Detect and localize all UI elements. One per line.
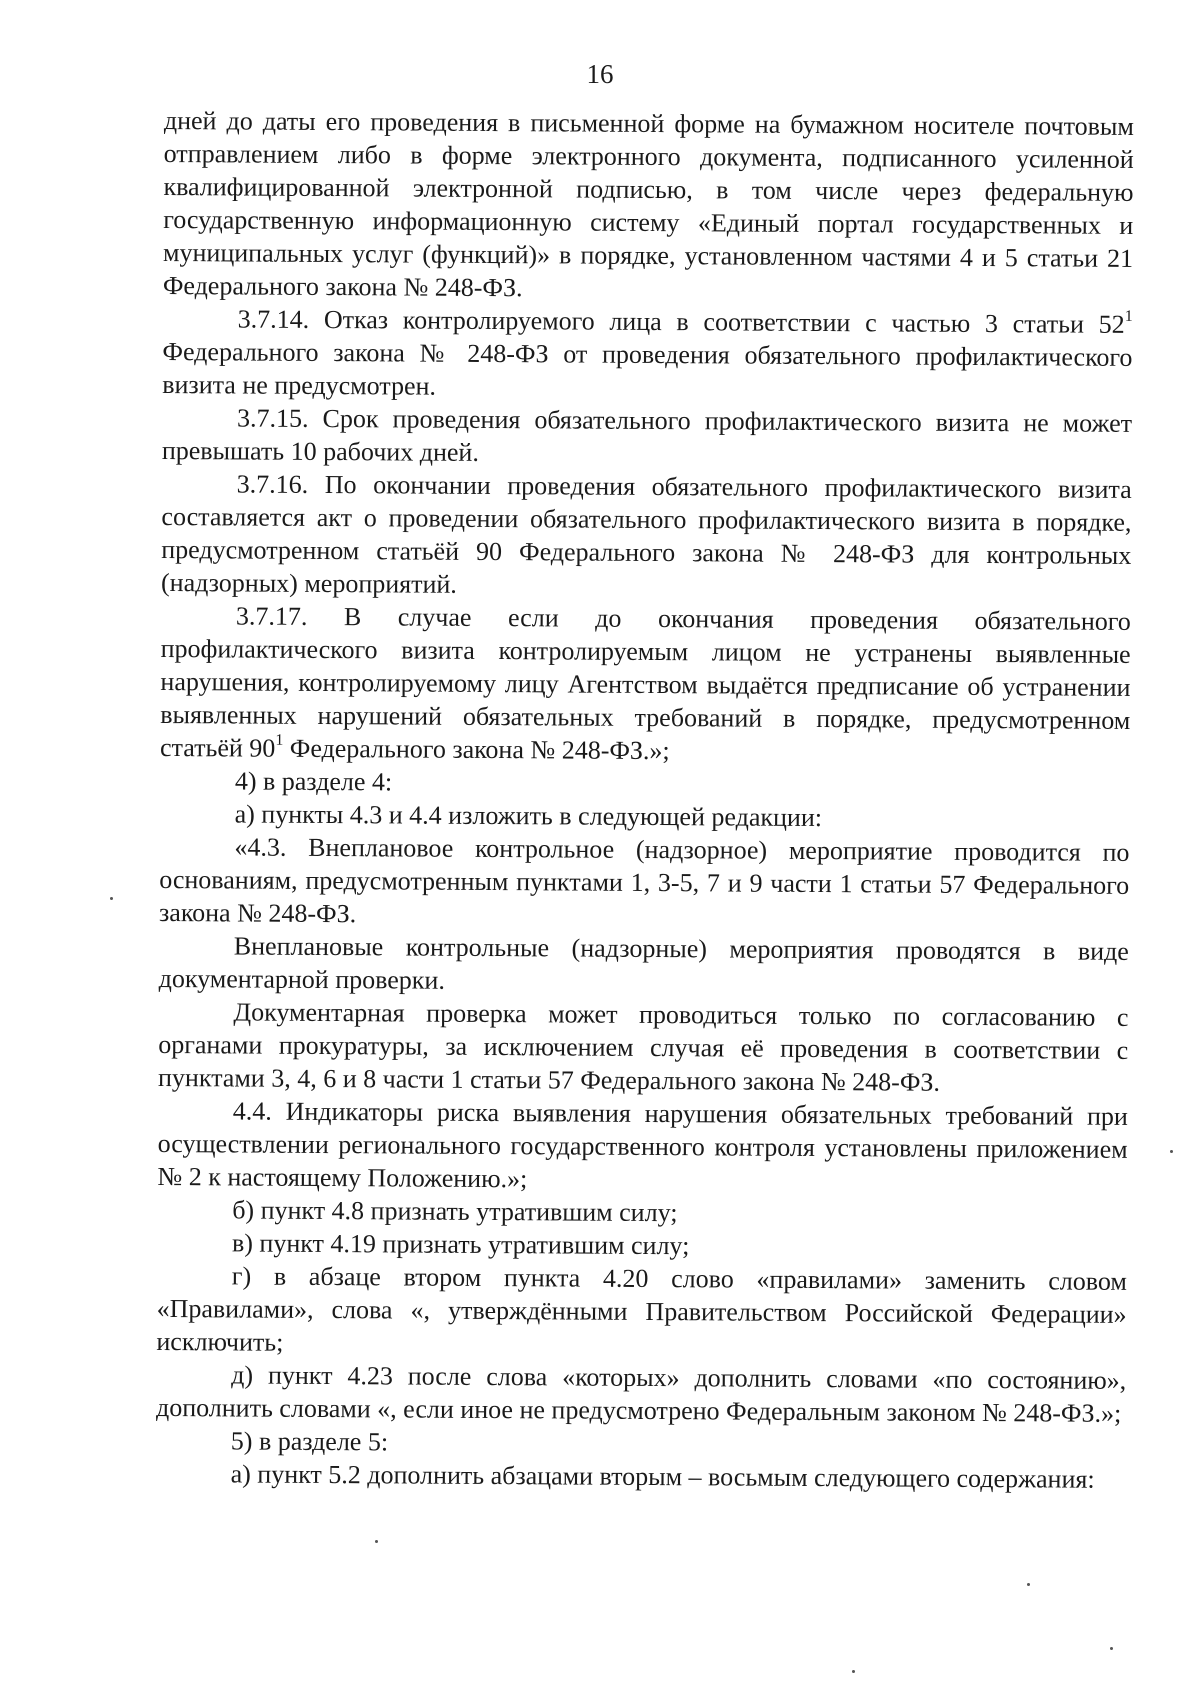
paragraph-text: 3.7.17. В случае если до окончания проведения обязательного профилактического визита контролируемым лицом не устранены выявленные нарушения, контролируемому лицу Агентством выдаётся предписание об устранении выявленных нарушений обязательных требований в порядке, предусмотренном статьёй 90 xyxy=(159,601,1131,763)
document-body xyxy=(156,104,1134,1496)
paragraph-item-g: г) в абзаце втором пункта 4.20 слово «правилами» заменить словом «Правилами», слова «, утверждёнными Правительством Российской Федерации» исключить; xyxy=(156,1261,1127,1357)
paragraph-text: 3.7.14. Отказ контролируемого лица в соответствии с частью 3 статьи 52 xyxy=(237,304,1125,339)
page-number: 16 xyxy=(586,59,614,89)
scan-speck xyxy=(852,1670,855,1673)
paragraph-text: Федерального закона № 248-ФЗ от проведения обязательного профилактического визита не предусмотрен. xyxy=(162,336,1133,401)
paragraph-item-v: в) пункт 4.19 признать утратившим силу; xyxy=(231,1228,690,1261)
scan-speck xyxy=(1027,1583,1030,1586)
superscript: 1 xyxy=(275,732,284,750)
paragraph-item-d: д) пункт 4.23 после слова «которых» дополнить словами «по состоянию», дополнить словами «, если иное не предусмотрено Федеральным законом № 248-ФЗ.»; xyxy=(155,1360,1127,1428)
paragraph-text: Федерального закона № 248-ФЗ.»; xyxy=(283,733,670,766)
paragraph-continuation: дней до даты его проведения в письменной форме на бумажном носителе почтовым отправлением либо в форме электронного документа, подписанного усиленной квалифицированной электронной подписью, в том числе через федеральную государственную информационную систему «Единый портал государственных и муниципальных услуг (функций)» в порядке, установленном частями 4 и 5 статьи 21 Федерального закона № 248-ФЗ. xyxy=(162,105,1134,303)
paragraph-item-4: 4) в разделе 4: xyxy=(234,766,393,797)
superscript: 1 xyxy=(1124,308,1133,326)
scan-speck xyxy=(1170,1150,1173,1153)
paragraph-documentary-check: Документарная проверка может проводиться только по согласованию с органами прокуратуры, за исключением случая её проведения в соответствии с пунктами 3, 4, 6 и 8 части 1 статьи 57 Федерального закона № 248-ФЗ. xyxy=(157,997,1129,1097)
paragraph-3-7-17 xyxy=(160,599,1131,770)
paragraph-item-b: б) пункт 4.8 признать утратившим силу; xyxy=(232,1195,678,1228)
scan-speck xyxy=(110,897,113,900)
paragraph-item-5a: а) пункт 5.2 дополнить абзацами вторым – восьмым следующего содержания: xyxy=(230,1459,1095,1494)
paragraph-item-4a: а) пункты 4.3 и 4.4 изложить в следующей редакции: xyxy=(234,799,823,833)
paragraph-unscheduled: Внеплановые контрольные (надзорные) мероприятия проводятся в виде документарной проверки. xyxy=(158,931,1129,995)
paragraph-3-7-14 xyxy=(162,302,1133,407)
paragraph-item-5: 5) в разделе 5: xyxy=(230,1426,389,1457)
paragraph-4-3: «4.3. Внеплановое контрольное (надзорное) мероприятие проводится по основаниям, предусмотренным пунктами 1, 3-5, 7 и 9 части 1 статьи 57 Федерального закона № 248-ФЗ. xyxy=(158,832,1130,929)
paragraph-3-7-16: 3.7.16. По окончании проведения обязательного профилактического визита составляется акт о проведении обязательного профилактического визита в порядке, предусмотренном статьёй 90 Федерального закона № 248-ФЗ для контрольных (надзорных) мероприятий. xyxy=(160,469,1132,599)
scan-speck xyxy=(375,1540,378,1543)
paragraph-3-7-15: 3.7.15. Срок проведения обязательного профилактического визита не может превышать 10 рабочих дней. xyxy=(161,403,1133,467)
scan-speck xyxy=(1110,1647,1113,1650)
paragraph-4-4: 4.4. Индикаторы риска выявления нарушения обязательных требований при осуществлении регионального государственного контроля установлены приложением № 2 к настоящему Положению.»; xyxy=(157,1096,1128,1194)
